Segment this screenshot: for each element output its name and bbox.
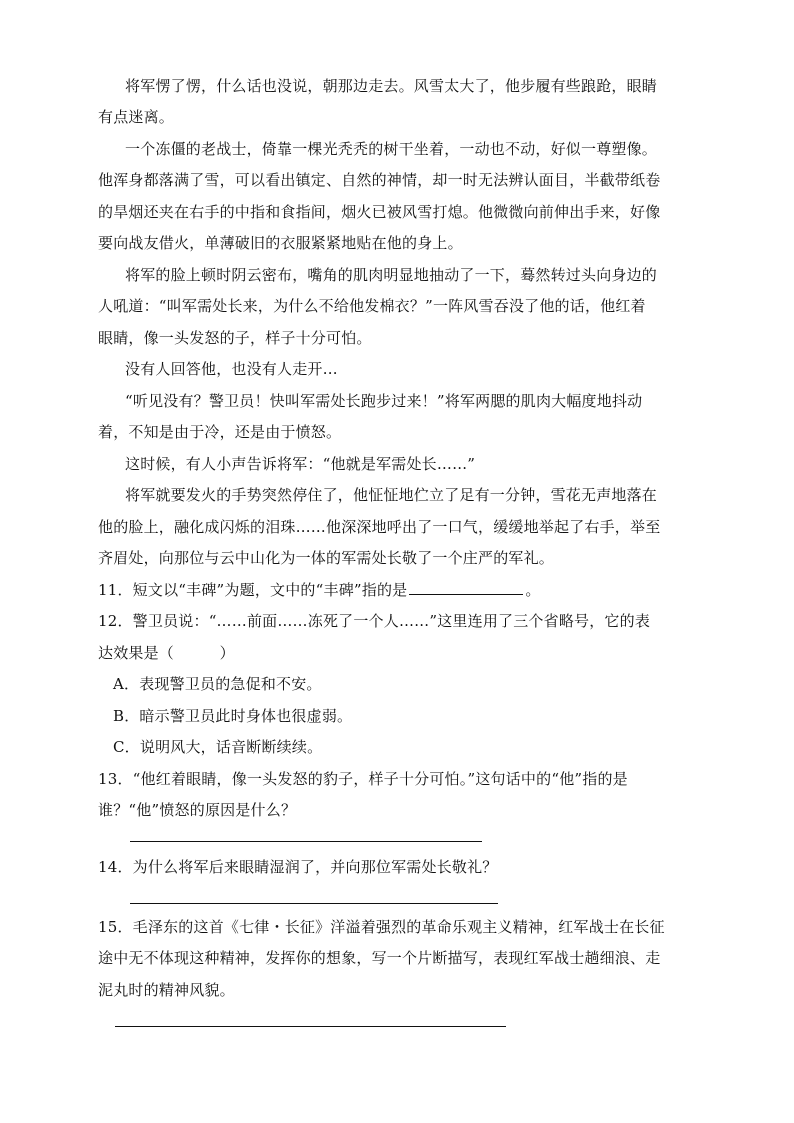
question-14: 14．为什么将军后来眼睛湿润了，并向那位军需处长敬礼？ — [98, 858, 498, 876]
passage-p2-line1: 一个冻僵的老战士，倚靠一棵光秃秃的树干坐着，一动也不动，好似一尊塑像。 — [125, 140, 658, 158]
answer-line-13[interactable] — [130, 841, 482, 842]
option-a[interactable]: A．表现警卫员的急促和不安。 — [113, 675, 322, 693]
answer-blank-11[interactable] — [409, 580, 523, 595]
question-13-line2: 谁？“他”愤怒的原因是什么？ — [98, 801, 297, 819]
passage-p2-line3: 的旱烟还夹在右手的中指和食指间，烟火已被风雪打熄。他微微向前伸出手来，好像 — [98, 203, 661, 221]
passage-p7-line2: 他的脸上，融化成闪烁的泪珠……他深深地呼出了一口气，缓缓地举起了右手，举至 — [98, 518, 661, 536]
passage-p2-line4: 要向战友借火，单薄破旧的衣服紧紧地贴在他的身上。 — [98, 234, 463, 252]
question-15-line2: 途中无不体现这种精神，发挥你的想象，写一个片断描写，表现红军战士趟细浪、走 — [98, 949, 661, 967]
passage-p1-line1: 将军愣了愣，什么话也没说，朝那边走去。风雪太大了，他步履有些踉跄，眼睛 — [125, 77, 658, 95]
question-11-end: 。 — [525, 581, 541, 599]
passage-p6-line1: 这时候，有人小声告诉将军：“他就是军需处长……” — [125, 455, 476, 473]
passage-p3-line1: 将军的脸上顿时阴云密布，嘴角的肌肉明显地抽动了一下，蓦然转过头向身边的 — [125, 266, 658, 284]
question-13-line1: 13．“他红着眼睛，像一头发怒的豹子，样子十分可怕。”这句话中的“他”指的是 — [98, 770, 628, 788]
question-11 — [98, 580, 698, 600]
passage-p1-line2: 有点迷离。 — [98, 108, 175, 126]
question-12-line1: 12．警卫员说：“……前面……冻死了一个人……”这里连用了三个省略号，它的表 — [98, 612, 651, 630]
question-15-line1: 15．毛泽东的这首《七律・长征》洋溢着强烈的革命乐观主义精神，红军战士在长征 — [98, 918, 665, 936]
passage-p7-line3: 齐眉处，向那位与云中山化为一体的军需处长敬了一个庄严的军礼。 — [98, 549, 555, 567]
passage-p7-line1: 将军就要发火的手势突然停住了，他怔怔地伫立了足有一分钟，雪花无声地落在 — [125, 486, 658, 504]
passage-p5-line1: “听见没有？警卫员！快叫军需处长跑步过来！”将军两腮的肌肉大幅度地抖动 — [125, 392, 643, 410]
answer-line-15[interactable] — [115, 1026, 506, 1027]
question-12-line2: 达效果是（ ） — [98, 644, 235, 662]
passage-p4-line1: 没有人回答他，也没有人走开… — [125, 360, 338, 378]
passage-p3-line2: 人吼道：“叫军需处长来，为什么不给他发棉衣？”一阵风雪吞没了他的话，他红着 — [98, 297, 646, 315]
passage-p3-line3: 眼睛，像一头发怒的子，样子十分可怕。 — [98, 329, 372, 347]
option-c[interactable]: C．说明风大，话音断断续续。 — [113, 738, 323, 756]
question-11-text: 11．短文以“丰碑”为题，文中的“丰碑”指的是 — [98, 581, 408, 599]
question-15-line3: 泥丸时的精神风貌。 — [98, 981, 235, 999]
answer-line-14[interactable] — [130, 903, 498, 904]
passage-p5-line2: 着，不知是由于冷，还是由于愤怒。 — [98, 423, 342, 441]
passage-p2-line2: 他浑身都落满了雪，可以看出镇定、自然的神情，却一时无法辨认面目，半截带纸卷 — [98, 171, 661, 189]
option-b[interactable]: B．暗示警卫员此时身体也很虚弱。 — [113, 707, 353, 725]
